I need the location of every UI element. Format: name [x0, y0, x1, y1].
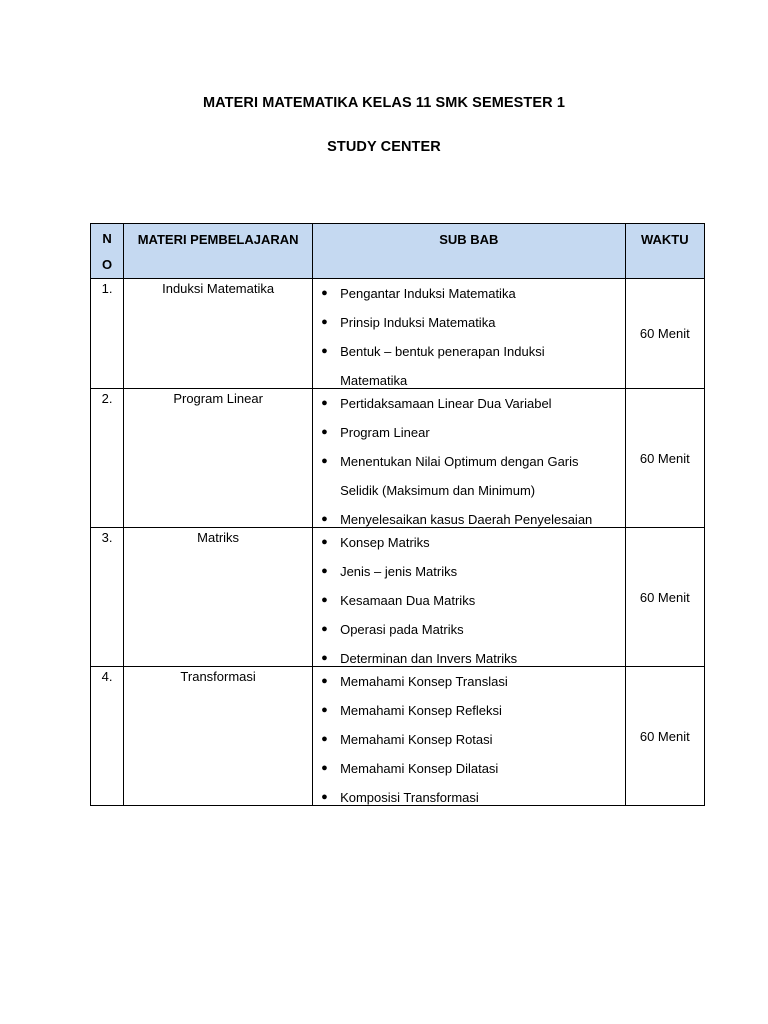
bullet-icon: ●	[321, 675, 328, 687]
row-number: 4.	[91, 667, 124, 806]
sub-bab-item	[321, 725, 625, 754]
bullet-icon: ●	[321, 397, 328, 409]
header-sub-bab	[313, 224, 626, 279]
bullet-icon: ●	[321, 426, 328, 438]
bullet-icon: ●	[321, 594, 328, 606]
sub-bab-item	[321, 279, 625, 308]
header-sub-bab-label: SUB BAB	[439, 232, 499, 247]
sub-bab-item	[321, 528, 625, 557]
row-sub-bab	[313, 279, 626, 389]
sub-bab-text: Selidik (Maksimum dan Minimum)	[340, 483, 536, 498]
header-no-line1: N	[102, 231, 112, 246]
header-waktu	[625, 224, 704, 279]
sub-bab-item	[321, 308, 625, 337]
sub-bab-text: Program Linear	[340, 425, 430, 440]
sub-bab-text: Memahami Konsep Dilatasi	[340, 761, 499, 776]
row-waktu: 60 Menit	[625, 389, 704, 528]
sub-bab-text: Konsep Matriks	[340, 535, 430, 550]
sub-bab-text: Matematika	[340, 373, 408, 388]
sub-bab-text: Menentukan Nilai Optimum dengan Garis	[340, 454, 579, 469]
sub-bab-text: Komposisi Transformasi	[340, 790, 479, 805]
materi-table	[90, 223, 705, 806]
row-waktu: 60 Menit	[625, 528, 704, 667]
sub-bab-item	[321, 615, 625, 644]
sub-bab-item	[321, 389, 625, 418]
bullet-icon: ●	[321, 455, 328, 467]
bullet-icon: ●	[321, 652, 328, 664]
row-number: 1.	[91, 279, 124, 389]
table-body	[91, 279, 705, 806]
sub-bab-text: Menyelesaikan kasus Daerah Penyelesaian	[340, 512, 593, 527]
row-materi: Transformasi	[124, 667, 313, 806]
sub-bab-text: Pengantar Induksi Matematika	[340, 286, 516, 301]
bullet-icon: ●	[321, 536, 328, 548]
sub-bab-text: Memahami Konsep Translasi	[340, 674, 508, 689]
sub-bab-item	[321, 696, 625, 725]
sub-bab-list	[313, 279, 625, 395]
sub-bab-text: Jenis – jenis Matriks	[340, 564, 458, 579]
sub-bab-item	[321, 418, 625, 447]
row-sub-bab	[313, 667, 626, 806]
row-materi: Induksi Matematika	[124, 279, 313, 389]
bullet-icon: ●	[321, 791, 328, 803]
row-waktu: 60 Menit	[625, 667, 704, 806]
table-header-row	[91, 224, 705, 279]
sub-bab-list	[313, 528, 625, 673]
header-materi-label: MATERI PEMBELAJARAN	[137, 232, 299, 247]
sub-bab-text: Prinsip Induksi Matematika	[340, 315, 496, 330]
bullet-icon: ●	[321, 287, 328, 299]
sub-bab-text: Kesamaan Dua Matriks	[340, 593, 476, 608]
sub-bab-text: Bentuk – bentuk penerapan Induksi	[340, 344, 545, 359]
bullet-icon: ●	[321, 345, 328, 357]
bullet-icon: ●	[321, 623, 328, 635]
table-row	[91, 528, 705, 667]
header-no	[91, 224, 124, 279]
row-materi: Program Linear	[124, 389, 313, 528]
sub-bab-text: Memahami Konsep Refleksi	[340, 703, 502, 718]
sub-bab-item	[321, 476, 625, 505]
table-row	[91, 389, 705, 528]
sub-bab-text: Pertidaksamaan Linear Dua Variabel	[340, 396, 552, 411]
header-no-line2: O	[102, 257, 113, 272]
sub-bab-item	[321, 557, 625, 586]
sub-bab-text: Determinan dan Invers Matriks	[340, 651, 518, 666]
header-waktu-label: WAKTU	[640, 232, 689, 247]
sub-bab-item	[321, 783, 625, 812]
sub-bab-item	[321, 586, 625, 615]
sub-bab-item	[321, 667, 625, 696]
sub-bab-list	[313, 667, 625, 812]
bullet-icon: ●	[321, 704, 328, 716]
sub-bab-item	[321, 754, 625, 783]
sub-bab-text: Memahami Konsep Rotasi	[340, 732, 493, 747]
bullet-icon: ●	[321, 513, 328, 525]
sub-bab-list	[313, 389, 625, 534]
sub-bab-item	[321, 337, 625, 366]
document-subtitle: STUDY CENTER	[327, 139, 441, 155]
row-sub-bab	[313, 528, 626, 667]
sub-bab-item	[321, 447, 625, 476]
document-title: MATERI MATEMATIKA KELAS 11 SMK SEMESTER 1	[202, 95, 566, 111]
header-materi	[124, 224, 313, 279]
bullet-icon: ●	[321, 316, 328, 328]
bullet-icon: ●	[321, 565, 328, 577]
row-materi: Matriks	[124, 528, 313, 667]
table-row	[91, 667, 705, 806]
row-number: 2.	[91, 389, 124, 528]
table-row	[91, 279, 705, 389]
row-waktu: 60 Menit	[625, 279, 704, 389]
bullet-icon: ●	[321, 762, 328, 774]
sub-bab-text: Operasi pada Matriks	[340, 622, 464, 637]
bullet-icon: ●	[321, 733, 328, 745]
row-number: 3.	[91, 528, 124, 667]
row-sub-bab	[313, 389, 626, 528]
